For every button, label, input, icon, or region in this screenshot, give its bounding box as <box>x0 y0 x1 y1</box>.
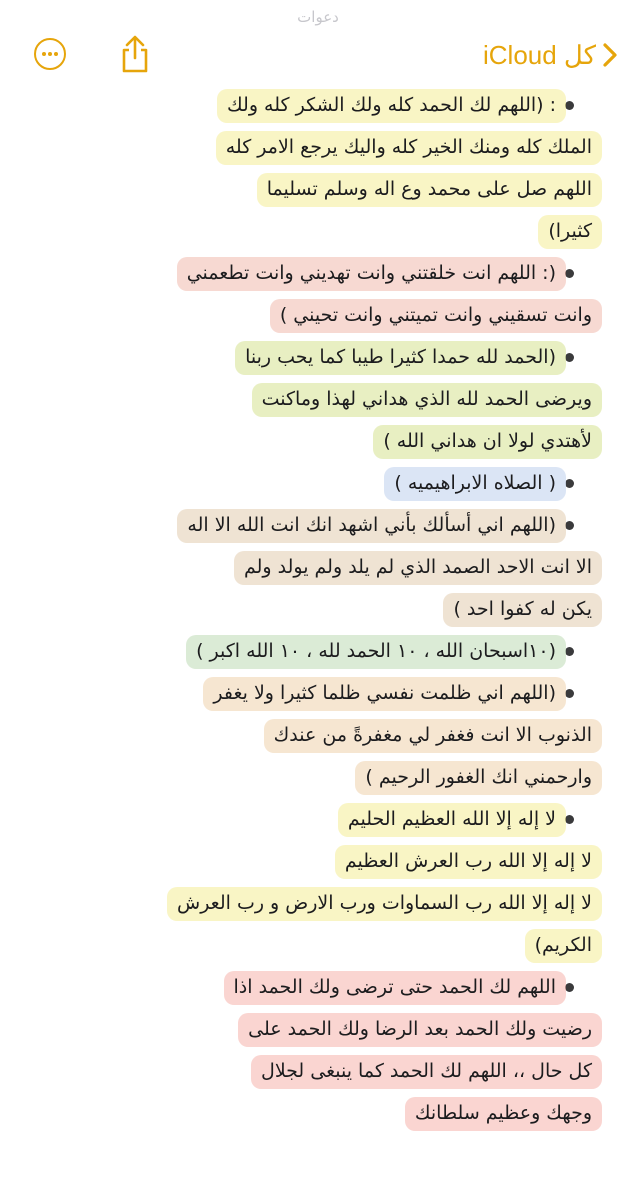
note-line: لا إله إلا الله العظيم الحليم <box>347 808 556 830</box>
note-line: (١٠اسبحان الله ، ١٠ الحمد لله ، ١٠ الله اكبر ) <box>196 640 556 662</box>
note-line: (اللهم اني ظلمت نفسي ظلما كثيرا ولا يغفر <box>213 682 556 704</box>
note-line: وجهك وعظيم سلطانك <box>414 1102 592 1124</box>
share-button[interactable] <box>116 34 154 74</box>
note-line: لا إله إلا الله رب السماوات ورب الارض و رب العرش <box>177 892 592 914</box>
folder-title: دعوات <box>297 8 339 26</box>
note-line: ويرضى الحمد لله الذي هداني لهذا وماكنت <box>261 388 592 410</box>
bullet-dot <box>565 101 574 110</box>
note-line: كثيرا) <box>548 220 592 242</box>
note-line: ( الصلاه الابراهيميه ) <box>394 472 556 494</box>
note-line: لا إله إلا الله رب العرش العظيم <box>344 850 592 872</box>
back-button[interactable] <box>483 36 618 74</box>
bullet-dot <box>565 479 574 488</box>
back-label: كل iCloud <box>482 39 596 70</box>
note-line: الملك كله ومنك الخير كله واليك يرجع الامر كله <box>225 136 592 158</box>
chevron-icon <box>602 42 618 68</box>
note-line: رضيت ولك الحمد بعد الرضا ولك الحمد على <box>248 1018 592 1040</box>
note-line: (الحمد لله حمدا كثيرا طيبا كما يحب ربنا <box>245 346 556 368</box>
bullet-dot <box>565 269 574 278</box>
note-line: اللهم لك الحمد حتى ترضى ولك الحمد اذا <box>233 976 556 998</box>
note-line: يكن له كفوا احد ) <box>453 598 592 620</box>
bullet-dot <box>565 689 574 698</box>
note-line: (: اللهم انت خلقتني وانت تهديني وانت تطعمني <box>186 262 556 284</box>
share-icon <box>116 34 154 74</box>
note-line: لأهتدي لولا ان هداني الله ) <box>383 430 592 452</box>
more-button[interactable] <box>34 38 66 70</box>
note-line: الذنوب الا انت فغفر لي مغفرةً من عندك <box>273 724 592 746</box>
note-line: اللهم صل على محمد وع اله وسلم تسليما <box>266 178 592 200</box>
note-line: (اللهم اني أسألك بأني اشهد انك انت الله الا اله <box>187 514 556 536</box>
bullet-dot <box>565 647 574 656</box>
note-line: وانت تسقيني وانت تميتني وانت تحيني ) <box>279 304 592 326</box>
note-line: الا انت الاحد الصمد الذي لم يلد ولم يولد ولم <box>243 556 592 578</box>
note-line: كل حال ،، اللهم لك الحمد كما ينبغى لجلال <box>261 1060 592 1082</box>
note-line: : (اللهم لك الحمد كله ولك الشكر كله ولك <box>227 94 556 116</box>
note-line: وارحمني انك الغفور الرحيم ) <box>365 766 592 788</box>
navigation-bar <box>0 0 636 92</box>
bullet-dot <box>565 521 574 530</box>
bullet-dot <box>565 815 574 824</box>
bullet-dot <box>565 983 574 992</box>
note-line: الكريم) <box>534 934 592 956</box>
bullet-dot <box>565 353 574 362</box>
